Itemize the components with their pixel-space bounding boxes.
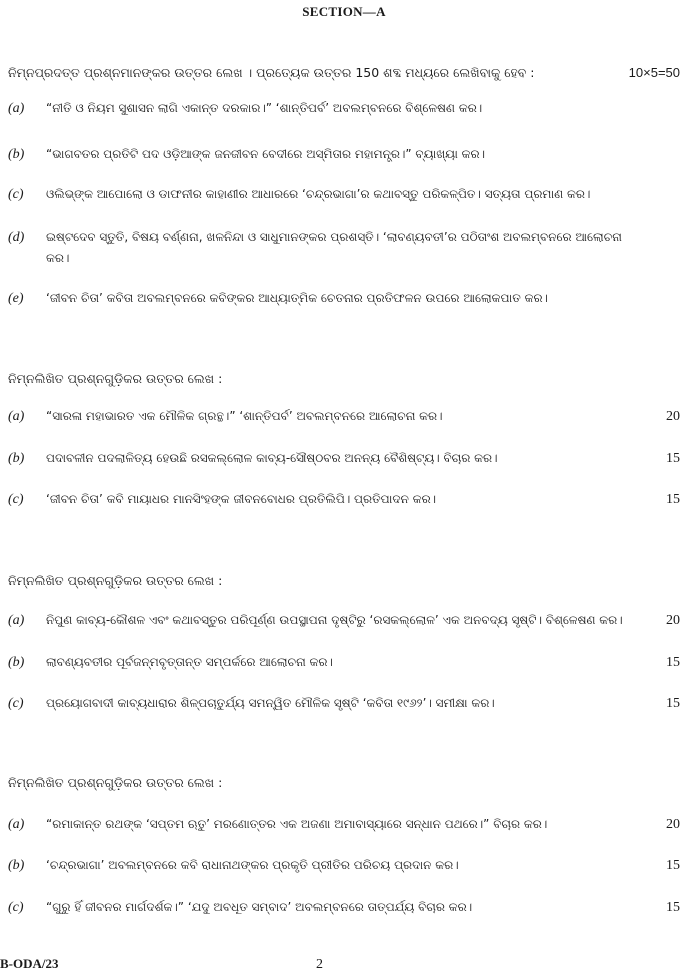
item-label: (a): [8, 409, 25, 424]
item-label: (b): [8, 451, 25, 466]
item-label: (b): [8, 858, 25, 873]
item-text: “ଭାଗବତର ପ୍ରତିଟି ପଦ ଓଡ଼ିଆଙ୍କ ଜନଜୀବନ ବେଦୀରେ ଅସ୍ମିତାର ମହାମନ୍ତ୍ର।” ବ୍ୟାଖ୍ୟା କର।: [46, 147, 485, 161]
item-label: (b): [8, 655, 25, 670]
q4-instruction: [8, 774, 680, 792]
q2-instruction-text: ନିମ୍ନଲିଖିତ ପ୍ରଶ୍ନଗୁଡ଼ିକର ଉତ୍ତର ଲେଖ :: [8, 371, 223, 386]
item-text: ପଦାବଳୀନ ପଦଲାଳିତ୍ୟ ହେଉଛି ରସକଲ୍ଲୋଳ କାବ୍ୟ-ସୌଷ୍ଠବର ଅନନ୍ୟ ବୈଶିଷ୍ଟ୍ୟ। ବିଚାର କର।: [46, 451, 498, 465]
section-heading: SECTION—A: [302, 4, 386, 19]
paper-code: B-ODA/23: [0, 956, 59, 971]
item-label: (c): [8, 900, 24, 915]
item-label: (c): [8, 492, 24, 507]
item-text: ଇଷ୍ଟଦେବ ସ୍ତୁତି, ବିଷୟ ବର୍ଣ୍ଣନା, ଖଳନିନ୍ଦା ଓ ସାଧୁମାନଙ୍କର ପ୍ରଶସ୍ତି। ‘ଲାବଣ୍ୟବତୀ’ର ପଠିତାଂଶ ଅବଲମ୍ବନରେ ଆଲୋଚନା କର।: [46, 230, 622, 265]
item-text: ନିପୁଣ କାବ୍ୟ-କୌଶଳ ଏବଂ କଥାବସ୍ତୁର ପରିପୂର୍ଣ୍ଣ ଉପସ୍ଥାପନା ଦୃଷ୍ଟିରୁ ‘ରସକଲ୍ଲୋଳ’ ଏକ ଅନବଦ୍ୟ ସୃଷ୍ଟି। ବିଶ୍ଳେଷଣ କର।: [46, 613, 623, 627]
item-label: (a): [8, 613, 25, 628]
item-marks: 15: [666, 492, 680, 507]
item-text: “ସାରଳା ମହାଭାରତ ଏକ ମୌଳିକ ଗ୍ରନ୍ଥ।” ‘ଶାନ୍ତିପର୍ବ’ ଅବଲମ୍ବନରେ ଆଲୋଚନା କର।: [46, 409, 443, 423]
item-text: ଓଲିଭ୍‌ଙ୍କ ଆପୋଲୋ ଓ ଡାଫନୀର କାହାଣୀର ଆଧାରରେ ‘ଚନ୍ଦ୍ରଭାଗା’ର କଥାବସ୍ତୁ ପରିକଳ୍ପିତ। ସତ୍ୟତା ପ୍ରମାଣ କର।: [46, 187, 591, 201]
item-marks: 15: [666, 655, 680, 670]
item-label: (a): [8, 817, 25, 832]
item-marks: 15: [666, 858, 680, 873]
item-text: “ନୀତି ଓ ନିୟମ ସୁଶାସନ ଲାଗି ଏକାନ୍ତ ଦରକାର।” ‘ଶାନ୍ତିପର୍ବ’ ଅବଲମ୍ବନରେ ବିଶ୍ଳେଷଣ କର।: [46, 101, 483, 115]
item-marks: 20: [666, 409, 680, 424]
item-label: (a): [8, 101, 25, 116]
page-number: 2: [316, 957, 323, 972]
item-label: (c): [8, 696, 24, 711]
item-marks: 15: [666, 900, 680, 915]
q1-instruction: [8, 64, 680, 82]
item-label: (e): [8, 291, 24, 306]
item-text: ‘ଜୀବନ ଚିତା’ କବିତା ଅବଲମ୍ବନରେ କବିଙ୍କର ଆଧ୍ୟାତ୍ମିକ ଚେତନାର ପ୍ରତିଫଳନ ଉପରେ ଆଲୋକପାତ କର।: [46, 291, 548, 305]
item-text: ‘ଚନ୍ଦ୍ରଭାଗା’ ଅବଲମ୍ବନରେ କବି ରାଧାନାଥଙ୍କର ପ୍ରକୃତି ପ୍ରୀତିର ପରିଚୟ ପ୍ରଦାନ କର।: [46, 858, 459, 872]
item-label: (c): [8, 187, 24, 202]
item-marks: 20: [666, 817, 680, 832]
q2-instruction: [8, 370, 680, 388]
item-marks: 20: [666, 613, 680, 628]
item-text: ଲାବଣ୍ୟବତୀର ପୂର୍ବଜନ୍ମବୃତ୍ତାନ୍ତ ସମ୍ପର୍କରେ ଆଲୋଚନା କର।: [46, 655, 333, 669]
item-text: ପ୍ରୟୋଗବାଦୀ କାବ୍ୟଧାରାର ଶିଳ୍ପଚାତୁର୍ଯ୍ୟ ସମନ୍ୱିତ ମୌଳିକ ସୃଷ୍ଟି ‘କବିତା ୧୯୬୨’। ସମୀକ୍ଷା କର।: [46, 696, 495, 710]
q1-instruction-text: ନିମ୍ନପ୍ରଦତ୍ତ ପ୍ରଶ୍ନମାନଙ୍କର ଉତ୍ତର ଲେଖ । ପ୍ରତ୍ୟେକ ଉତ୍ତର 150 ଶବ୍ଦ ମଧ୍ୟରେ ଲେଖିବାକୁ ହେବ :: [8, 65, 535, 80]
item-text: “ଗୁରୁ ହିଁ ଜୀବନର ମାର୍ଗଦର୍ଶକ।” ‘ଯଦୁ ଅବଧୂତ ସମ୍ବାଦ’ ଅବଲମ୍ବନରେ ତାତ୍ପର୍ଯ୍ୟ ବିଚାର କର।: [46, 900, 473, 914]
item-marks: 15: [666, 451, 680, 466]
item-text: “ରମାକାନ୍ତ ରଥଙ୍କ ‘ସପ୍ତମ ଋତୁ’ ମରଣୋତ୍ତର ଏକ ଅଜଣା ଅମାବାସ୍ୟାରେ ସନ୍ଧାନ ପଥରେ।” ବିଚାର କର।: [46, 817, 548, 831]
q4-instruction-text: ନିମ୍ନଲିଖିତ ପ୍ରଶ୍ନଗୁଡ଼ିକର ଉତ୍ତର ଲେଖ :: [8, 775, 223, 790]
item-label: (d): [8, 230, 25, 245]
q3-instruction: [8, 572, 680, 590]
item-text: ‘ଜୀବନ ଚିତା’ କବି ମାୟାଧର ମାନସିଂହଙ୍କ ଜୀବନବୋଧର ପ୍ରତିଲିପି। ପ୍ରତିପାଦନ କର।: [46, 492, 437, 506]
q3-instruction-text: ନିମ୍ନଲିଖିତ ପ୍ରଶ୍ନଗୁଡ଼ିକର ଉତ୍ତର ଲେଖ :: [8, 573, 223, 588]
item-marks: 15: [666, 696, 680, 711]
item-label: (b): [8, 147, 25, 162]
q1-marks: 10×5=50: [628, 65, 680, 80]
